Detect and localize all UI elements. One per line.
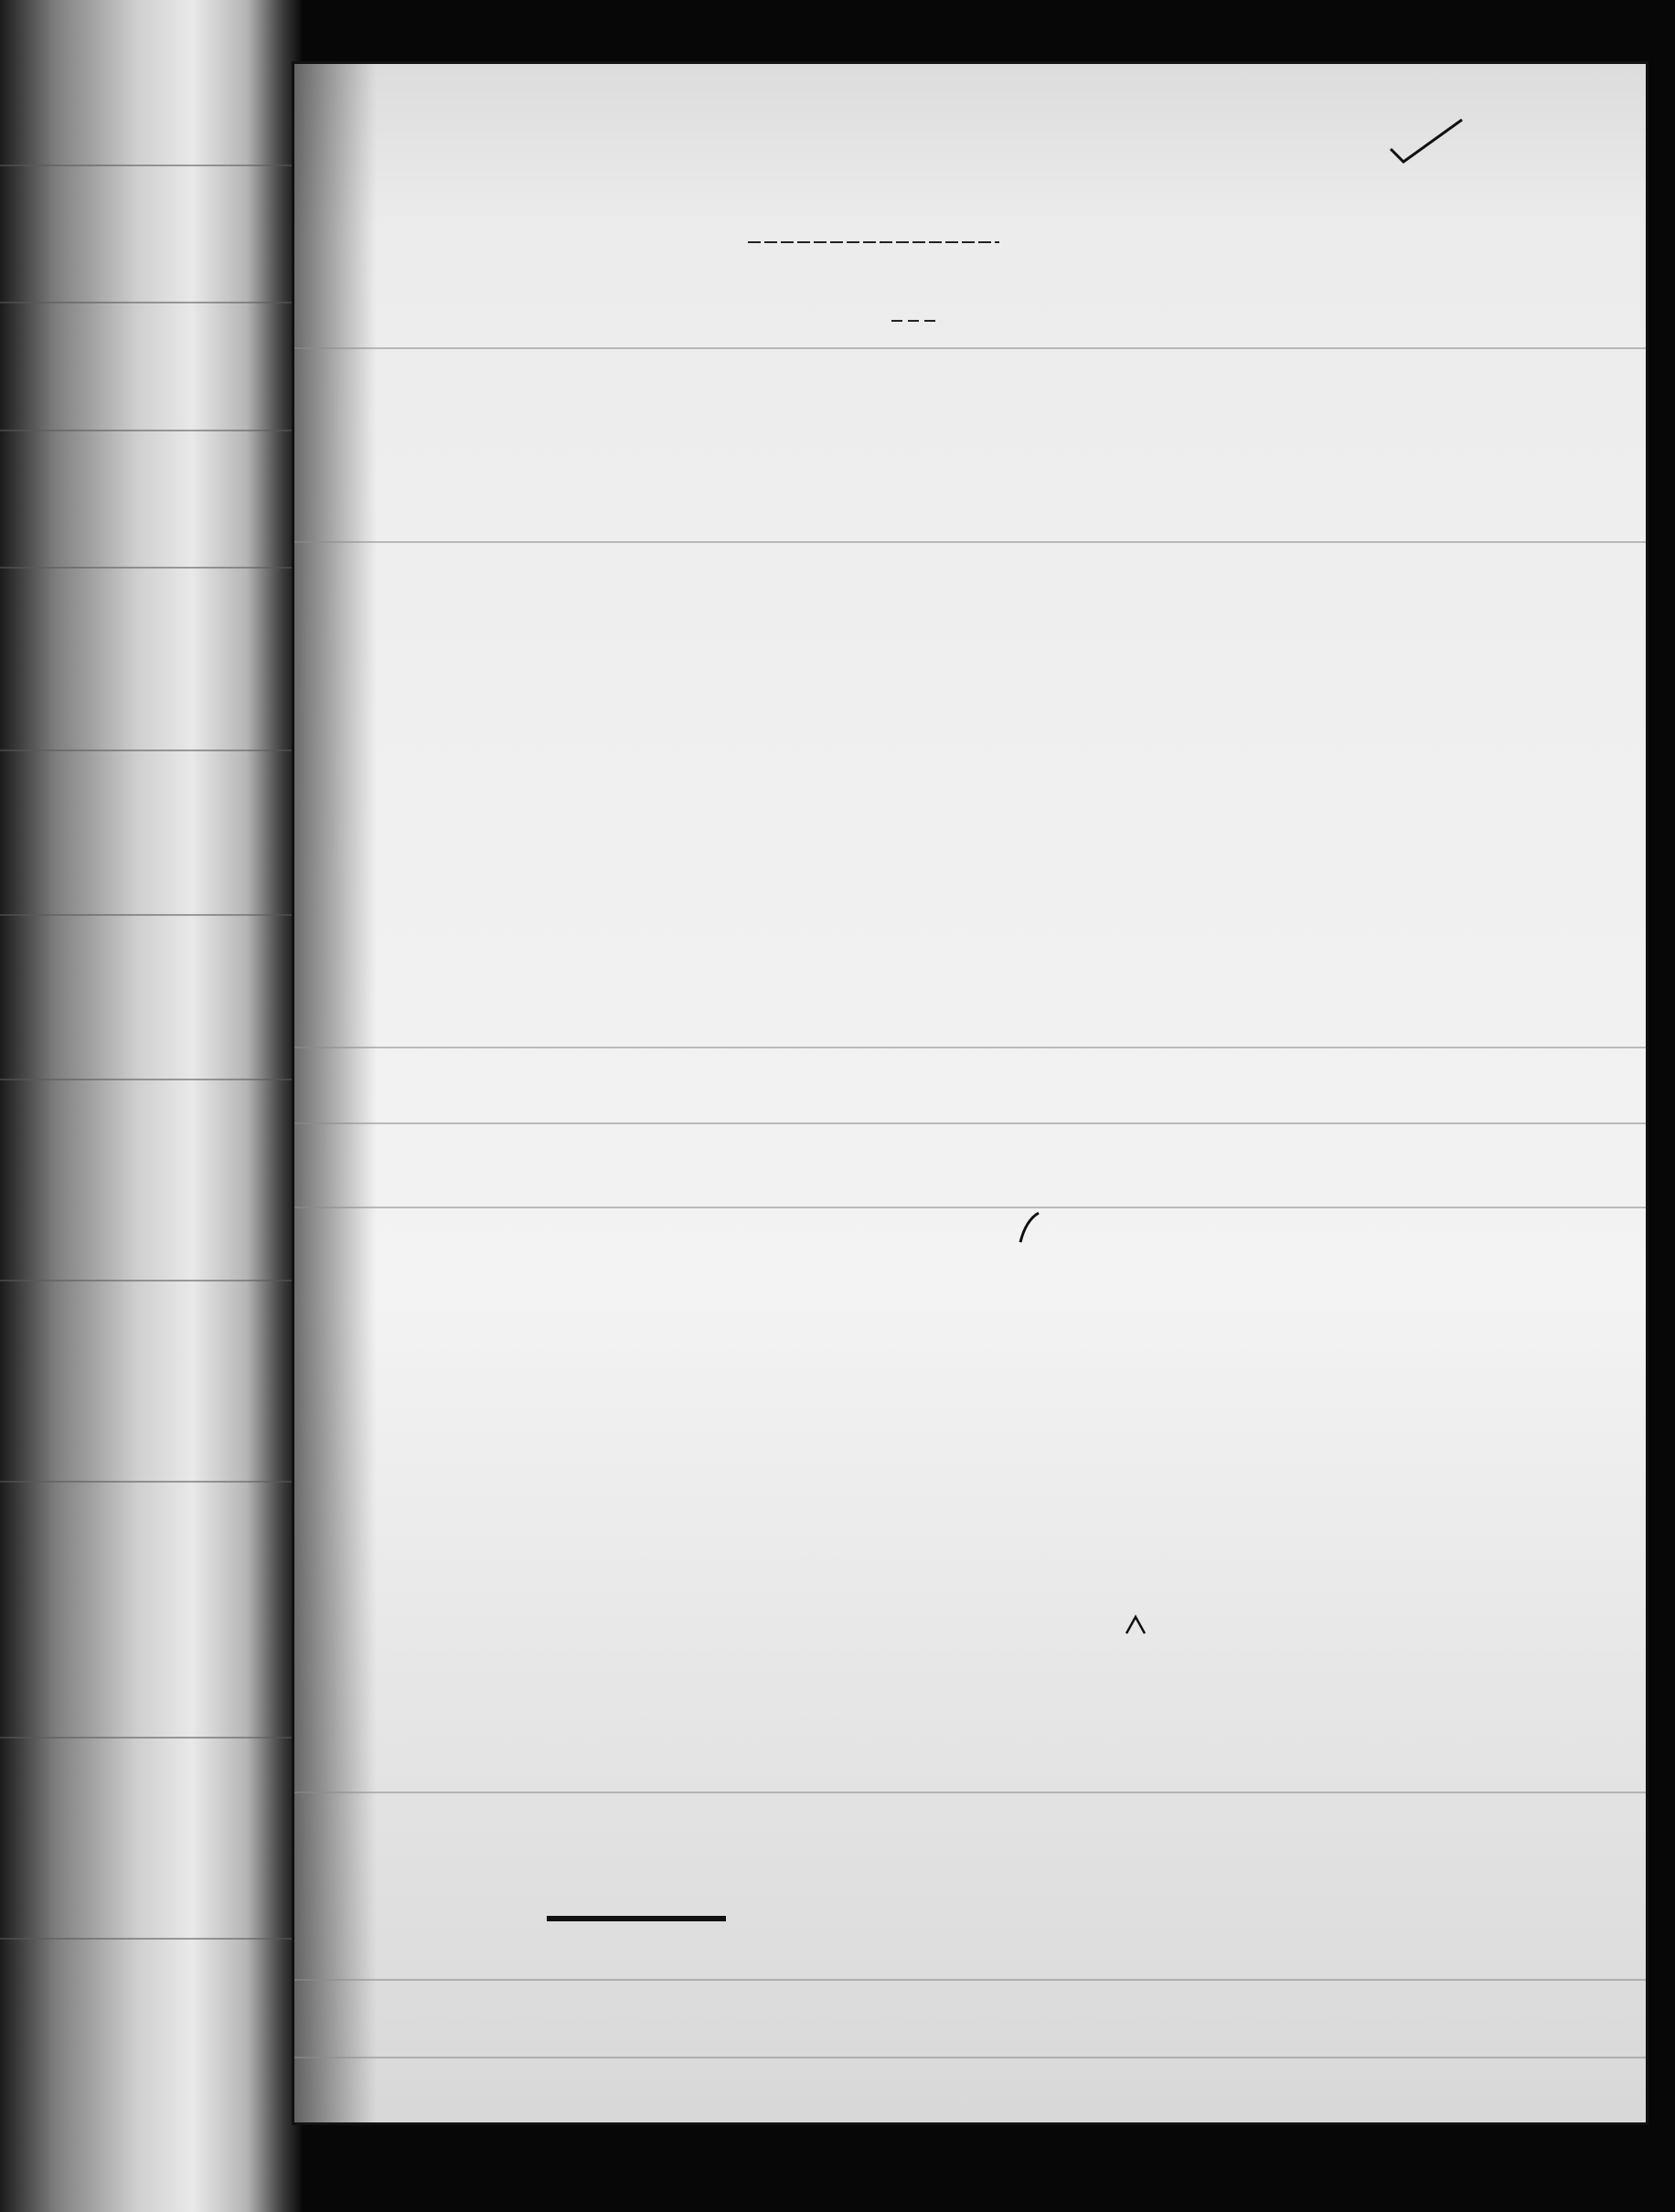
paper-rule [294, 541, 1646, 543]
facing-rule [0, 165, 302, 166]
facing-rule [0, 1280, 302, 1281]
paper-rule [294, 1047, 1646, 1048]
caret-mark-icon [1125, 1613, 1147, 1635]
paper-rule [294, 1792, 1646, 1793]
subtitle-underline [891, 320, 937, 322]
paper-rule [294, 1979, 1646, 1981]
facing-rule [0, 302, 302, 303]
paper-rule [294, 2057, 1646, 2058]
facing-rule [0, 914, 302, 916]
title-underline [748, 241, 999, 243]
facing-rule [0, 1737, 302, 1739]
facing-rule [0, 567, 302, 569]
paper-rule [294, 347, 1646, 349]
facing-rule [0, 1481, 302, 1483]
facing-page [0, 0, 302, 2212]
paper-rule [294, 1207, 1646, 1208]
page-gutter-shadow [294, 64, 377, 2122]
facing-rule [0, 1079, 302, 1080]
facing-rule [0, 1938, 302, 1940]
paper-rule [294, 1122, 1646, 1124]
facing-rule [0, 750, 302, 751]
check-mark-icon [1385, 114, 1467, 169]
document-page [294, 64, 1646, 2122]
strikeout-mark [547, 1916, 726, 1921]
facing-rule [0, 430, 302, 431]
insert-mark-icon [1017, 1211, 1044, 1244]
